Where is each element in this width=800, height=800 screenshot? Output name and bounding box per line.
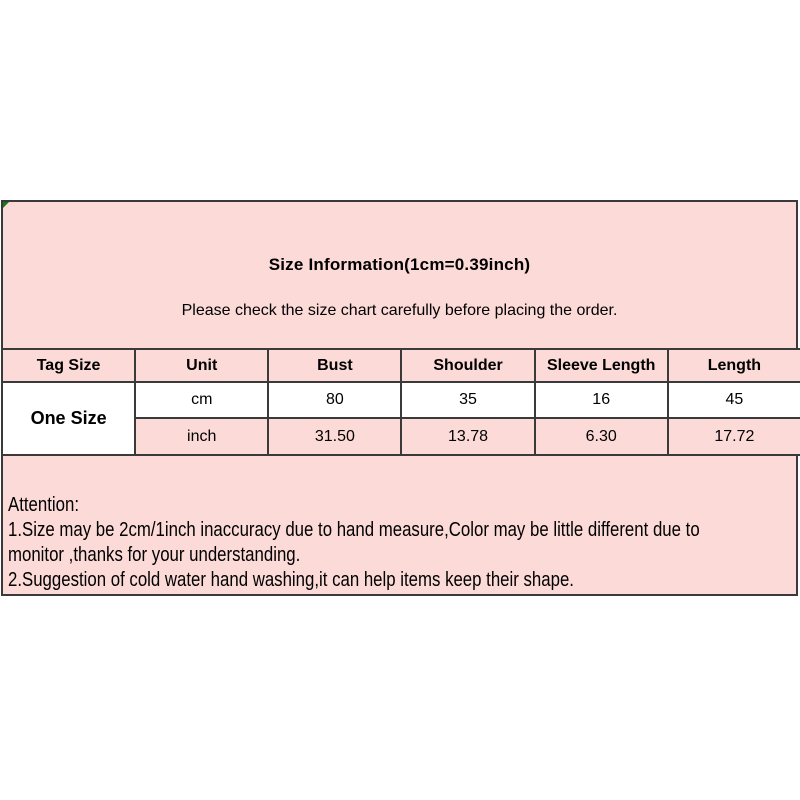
size-info-panel: [1, 200, 798, 596]
attention-section: [3, 457, 796, 594]
attention-heading: Attention:: [8, 494, 79, 516]
tag-size-value: One Size: [2, 382, 135, 455]
cell-length-inch: 17.72: [668, 418, 800, 455]
header-bust: Bust: [268, 349, 401, 382]
cell-bust-cm: 80: [268, 382, 401, 418]
table-row-cm: [2, 382, 800, 418]
header-shoulder: Shoulder: [401, 349, 534, 382]
size-table: [1, 348, 800, 456]
attention-line-3: 2.Suggestion of cold water hand washing,it can help items keep their shape.: [8, 569, 574, 591]
cell-bust-inch: 31.50: [268, 418, 401, 455]
cell-shoulder-inch: 13.78: [401, 418, 534, 455]
header-unit: Unit: [135, 349, 268, 382]
cell-sleeve-length-cm: 16: [535, 382, 668, 418]
attention-line-1: 1.Size may be 2cm/1inch inaccuracy due to hand measure,Color may be little different due to: [8, 519, 700, 541]
header-length: Length: [668, 349, 800, 382]
cell-unit-inch: inch: [135, 418, 268, 455]
attention-text: [8, 493, 700, 593]
header-sleeve-length: Sleeve Length: [535, 349, 668, 382]
size-info-title: Size Information(1cm=0.39inch): [268, 255, 531, 274]
cell-length-cm: 45: [668, 382, 800, 418]
cell-unit-cm: cm: [135, 382, 268, 418]
size-info-subtitle: Please check the size chart carefully before placing the order.: [181, 302, 618, 319]
size-table-header-row: [2, 349, 800, 382]
attention-line-2: monitor ,thanks for your understanding.: [8, 544, 301, 566]
intro-section: [3, 202, 796, 348]
cell-shoulder-cm: 35: [401, 382, 534, 418]
cell-sleeve-length-inch: 6.30: [535, 418, 668, 455]
header-tag-size: Tag Size: [2, 349, 135, 382]
